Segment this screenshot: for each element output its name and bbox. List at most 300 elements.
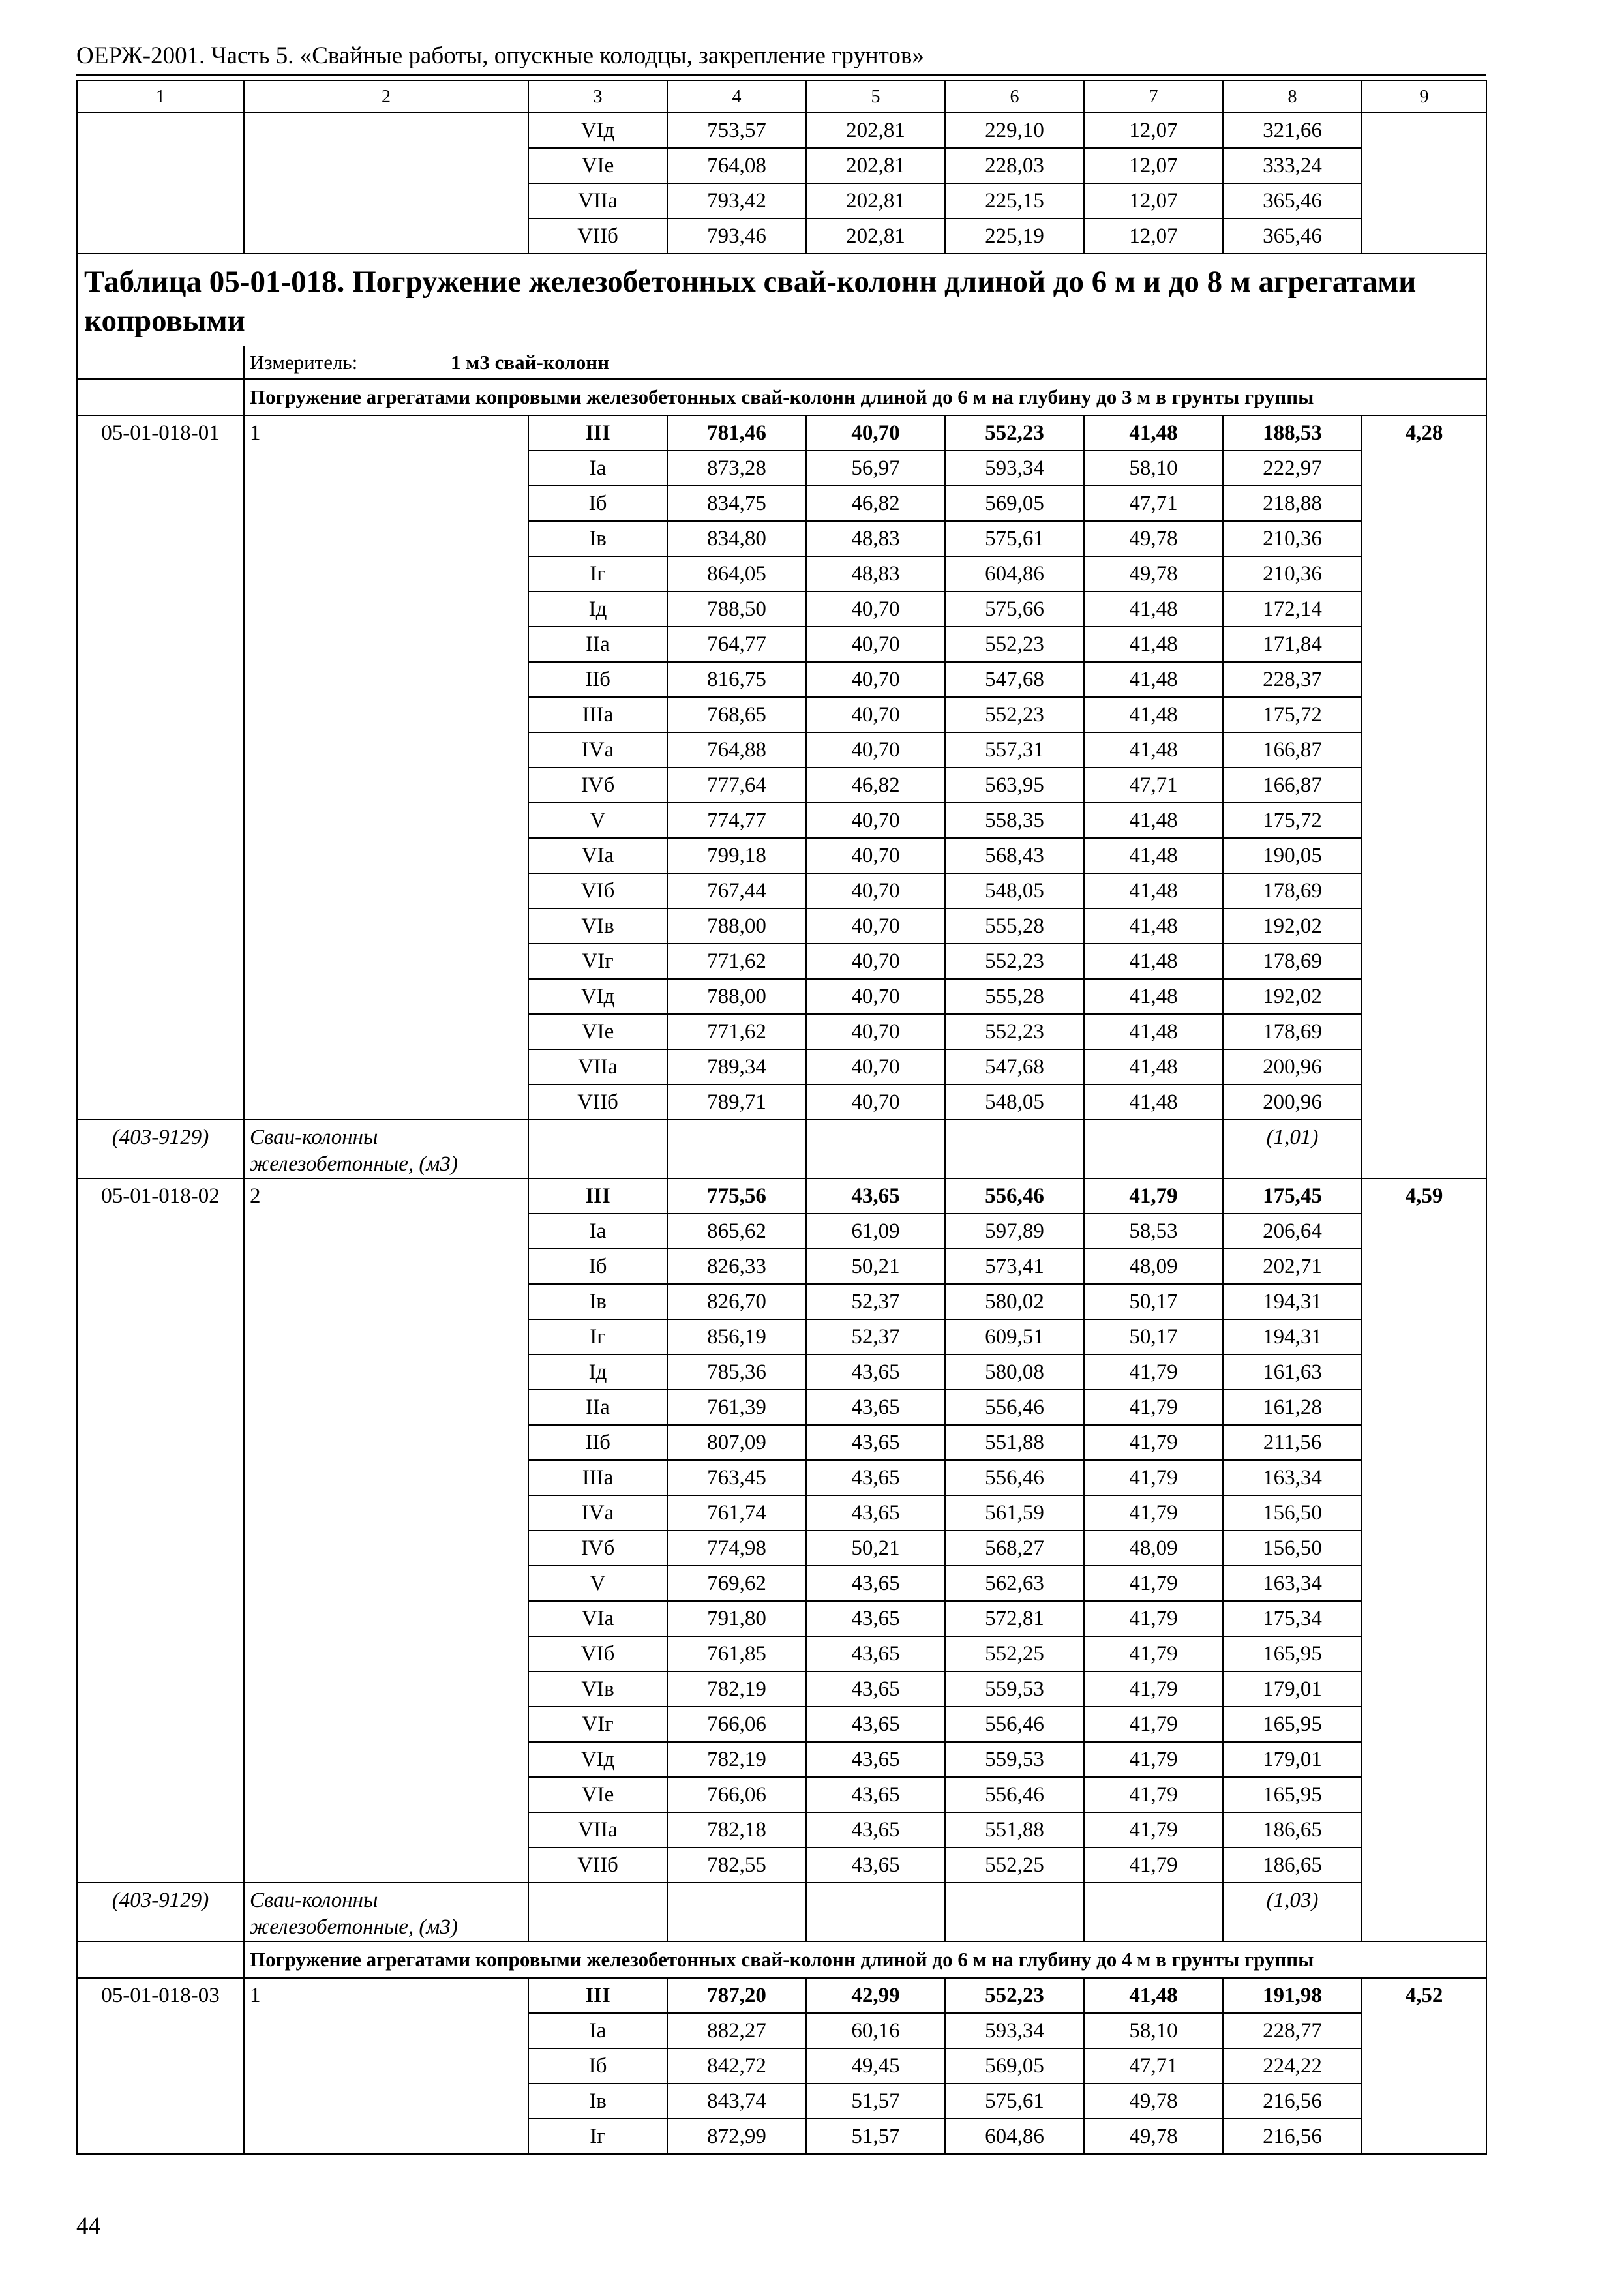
empty-cell xyxy=(667,1120,806,1178)
value-cell: 774,98 xyxy=(667,1531,806,1566)
zone-cell: VIе xyxy=(528,1014,667,1049)
rate-code: 05-01-018-03 xyxy=(77,1978,244,2154)
material-code: (403-9129) xyxy=(77,1120,244,1178)
value-cell: 561,59 xyxy=(945,1495,1084,1531)
value-cell: 161,28 xyxy=(1223,1390,1362,1425)
value-cell: 41,79 xyxy=(1084,1812,1223,1848)
soil-group: 1 xyxy=(244,1978,528,2154)
value-cell: 788,00 xyxy=(667,908,806,944)
value-cell: 12,07 xyxy=(1084,218,1223,254)
zone-cell: Iб xyxy=(528,2048,667,2084)
value-cell: 210,36 xyxy=(1223,521,1362,556)
value-cell: 49,45 xyxy=(806,2048,945,2084)
value-cell: 49,78 xyxy=(1084,2119,1223,2154)
value-cell: 563,95 xyxy=(945,768,1084,803)
value-cell: 41,48 xyxy=(1084,944,1223,979)
total-cost: 781,46 xyxy=(667,415,806,451)
machinists-cost: 41,79 xyxy=(1084,1178,1223,1214)
soil-group: 2 xyxy=(244,1178,528,1883)
zone-cell: V xyxy=(528,1566,667,1601)
value-cell: 178,69 xyxy=(1223,944,1362,979)
value-cell: 179,01 xyxy=(1223,1671,1362,1707)
value-cell: 163,34 xyxy=(1223,1566,1362,1601)
zone-cell: VIIа xyxy=(528,1049,667,1085)
value-cell: 43,65 xyxy=(806,1812,945,1848)
zone-cell: VIа xyxy=(528,1601,667,1636)
value-cell: 47,71 xyxy=(1084,2048,1223,2084)
zone-cell: VIв xyxy=(528,1671,667,1707)
value-cell: 552,25 xyxy=(945,1848,1084,1883)
value-cell: 764,08 xyxy=(667,148,806,183)
value-cell: 41,79 xyxy=(1084,1742,1223,1777)
value-cell: 864,05 xyxy=(667,556,806,591)
value-cell: 48,83 xyxy=(806,556,945,591)
value-cell: 557,31 xyxy=(945,732,1084,768)
value-cell: 365,46 xyxy=(1223,218,1362,254)
empty-name-cell xyxy=(244,113,528,254)
zone-cell: III xyxy=(528,415,667,451)
value-cell: 41,48 xyxy=(1084,1049,1223,1085)
measure-cell xyxy=(244,346,1486,379)
value-cell: 791,80 xyxy=(667,1601,806,1636)
zone-cell: Iа xyxy=(528,1214,667,1249)
zone-cell: VIб xyxy=(528,873,667,908)
material-name xyxy=(244,1883,528,1941)
value-cell: 882,27 xyxy=(667,2013,806,2048)
value-cell: 575,66 xyxy=(945,591,1084,627)
value-cell: 58,10 xyxy=(1084,2013,1223,2048)
value-cell: 225,15 xyxy=(945,183,1084,218)
total-cost: 775,56 xyxy=(667,1178,806,1214)
value-cell: 41,48 xyxy=(1084,627,1223,662)
table-title-row xyxy=(77,254,1486,346)
zone-cell: IIIа xyxy=(528,697,667,732)
value-cell: 41,79 xyxy=(1084,1848,1223,1883)
rates-table xyxy=(76,80,1487,2155)
value-cell: 178,69 xyxy=(1223,1014,1362,1049)
value-cell: 547,68 xyxy=(945,662,1084,697)
zone-cell: VIе xyxy=(528,148,667,183)
value-cell: 51,57 xyxy=(806,2084,945,2119)
header-rule xyxy=(76,74,1486,76)
value-cell: 568,27 xyxy=(945,1531,1084,1566)
value-cell: 12,07 xyxy=(1084,183,1223,218)
value-cell: 40,70 xyxy=(806,944,945,979)
value-cell: 799,18 xyxy=(667,838,806,873)
material-name-line2: железобетонные, (м3) xyxy=(250,1152,458,1176)
material-name-line1: Сваи-колонны xyxy=(250,1889,378,1912)
value-cell: 575,61 xyxy=(945,521,1084,556)
value-cell: 49,78 xyxy=(1084,521,1223,556)
value-cell: 46,82 xyxy=(806,768,945,803)
value-cell: 552,23 xyxy=(945,944,1084,979)
value-cell: 61,09 xyxy=(806,1214,945,1249)
value-cell: 41,79 xyxy=(1084,1425,1223,1460)
value-cell: 764,88 xyxy=(667,732,806,768)
column-number: 1 xyxy=(77,80,244,113)
value-cell: 206,64 xyxy=(1223,1214,1362,1249)
empty-cell xyxy=(1084,1120,1223,1178)
value-cell: 43,65 xyxy=(806,1742,945,1777)
section-spacer xyxy=(77,1941,244,1978)
value-cell: 789,71 xyxy=(667,1085,806,1120)
value-cell: 856,19 xyxy=(667,1319,806,1354)
value-cell: 166,87 xyxy=(1223,732,1362,768)
value-cell: 172,14 xyxy=(1223,591,1362,627)
page-number: 44 xyxy=(76,2213,100,2239)
value-cell: 43,65 xyxy=(806,1390,945,1425)
running-title: ОЕРЖ-2001. Часть 5. «Свайные работы, опускные колодцы, закрепление грунтов» xyxy=(76,42,924,69)
value-cell: 228,77 xyxy=(1223,2013,1362,2048)
value-cell: 202,81 xyxy=(806,113,945,148)
zone-cell: Iг xyxy=(528,1319,667,1354)
value-cell: 41,48 xyxy=(1084,732,1223,768)
value-cell: 41,48 xyxy=(1084,803,1223,838)
salary-cost: 43,65 xyxy=(806,1178,945,1214)
value-cell: 41,48 xyxy=(1084,591,1223,627)
value-cell: 58,53 xyxy=(1084,1214,1223,1249)
value-cell: 793,46 xyxy=(667,218,806,254)
zone-cell: VIа xyxy=(528,838,667,873)
value-cell: 834,80 xyxy=(667,521,806,556)
value-cell: 41,79 xyxy=(1084,1460,1223,1495)
value-cell: 321,66 xyxy=(1223,113,1362,148)
value-cell: 764,77 xyxy=(667,627,806,662)
value-cell: 179,01 xyxy=(1223,1742,1362,1777)
zone-cell: VIIб xyxy=(528,1848,667,1883)
value-cell: 163,34 xyxy=(1223,1460,1362,1495)
value-cell: 41,79 xyxy=(1084,1777,1223,1812)
value-cell: 49,78 xyxy=(1084,2084,1223,2119)
value-cell: 210,36 xyxy=(1223,556,1362,591)
value-cell: 216,56 xyxy=(1223,2084,1362,2119)
zone-cell: VIг xyxy=(528,944,667,979)
labor-cost: 4,52 xyxy=(1362,1978,1486,2154)
zone-cell: III xyxy=(528,1178,667,1214)
value-cell: 40,70 xyxy=(806,1085,945,1120)
zone-cell: Iг xyxy=(528,556,667,591)
value-cell: 43,65 xyxy=(806,1636,945,1671)
value-cell: 569,05 xyxy=(945,486,1084,521)
value-cell: 40,70 xyxy=(806,979,945,1014)
value-cell: 552,23 xyxy=(945,627,1084,662)
material-note-row xyxy=(77,1883,1486,1941)
value-cell: 597,89 xyxy=(945,1214,1084,1249)
rate-main-row xyxy=(77,1978,1486,2013)
empty-cell xyxy=(528,1883,667,1941)
value-cell: 552,23 xyxy=(945,1014,1084,1049)
value-cell: 816,75 xyxy=(667,662,806,697)
value-cell: 826,33 xyxy=(667,1249,806,1284)
column-number-row xyxy=(77,80,1486,113)
value-cell: 580,08 xyxy=(945,1354,1084,1390)
value-cell: 156,50 xyxy=(1223,1531,1362,1566)
zone-cell: VIд xyxy=(528,1742,667,1777)
zone-cell: VIд xyxy=(528,979,667,1014)
value-cell: 789,34 xyxy=(667,1049,806,1085)
zone-cell: IIб xyxy=(528,1425,667,1460)
value-cell: 175,34 xyxy=(1223,1601,1362,1636)
rate-main-row xyxy=(77,415,1486,451)
rate-code: 05-01-018-02 xyxy=(77,1178,244,1883)
value-cell: 771,62 xyxy=(667,1014,806,1049)
value-cell: 793,42 xyxy=(667,183,806,218)
value-cell: 559,53 xyxy=(945,1671,1084,1707)
zone-cell: VIб xyxy=(528,1636,667,1671)
column-number: 9 xyxy=(1362,80,1486,113)
value-cell: 865,62 xyxy=(667,1214,806,1249)
value-cell: 580,02 xyxy=(945,1284,1084,1319)
rate-code: 05-01-018-01 xyxy=(77,415,244,1120)
value-cell: 807,09 xyxy=(667,1425,806,1460)
value-cell: 225,19 xyxy=(945,218,1084,254)
value-cell: 774,77 xyxy=(667,803,806,838)
value-cell: 218,88 xyxy=(1223,486,1362,521)
zone-cell: VIIа xyxy=(528,1812,667,1848)
value-cell: 41,48 xyxy=(1084,908,1223,944)
value-cell: 165,95 xyxy=(1223,1777,1362,1812)
value-cell: 782,55 xyxy=(667,1848,806,1883)
value-cell: 788,50 xyxy=(667,591,806,627)
zone-cell: Iд xyxy=(528,1354,667,1390)
zone-cell: VIIб xyxy=(528,218,667,254)
value-cell: 753,57 xyxy=(667,113,806,148)
empty-cell xyxy=(806,1120,945,1178)
value-cell: 211,56 xyxy=(1223,1425,1362,1460)
value-cell: 40,70 xyxy=(806,1049,945,1085)
measure-row xyxy=(77,346,1486,379)
value-cell: 573,41 xyxy=(945,1249,1084,1284)
value-cell: 41,48 xyxy=(1084,697,1223,732)
value-cell: 194,31 xyxy=(1223,1284,1362,1319)
measure-label: Измеритель: xyxy=(250,350,358,374)
value-cell: 200,96 xyxy=(1223,1049,1362,1085)
zone-cell: VIв xyxy=(528,908,667,944)
column-number: 8 xyxy=(1223,80,1362,113)
value-cell: 41,79 xyxy=(1084,1495,1223,1531)
value-cell: 222,97 xyxy=(1223,451,1362,486)
value-cell: 40,70 xyxy=(806,873,945,908)
value-cell: 41,48 xyxy=(1084,838,1223,873)
value-cell: 604,86 xyxy=(945,556,1084,591)
empty-cell xyxy=(806,1883,945,1941)
value-cell: 58,10 xyxy=(1084,451,1223,486)
value-cell: 43,65 xyxy=(806,1777,945,1812)
value-cell: 842,72 xyxy=(667,2048,806,2084)
value-cell: 41,79 xyxy=(1084,1707,1223,1742)
material-note-row xyxy=(77,1120,1486,1178)
zone-cell: Iа xyxy=(528,451,667,486)
total-cost: 787,20 xyxy=(667,1978,806,2013)
value-cell: 551,88 xyxy=(945,1812,1084,1848)
value-cell: 190,05 xyxy=(1223,838,1362,873)
value-cell: 41,79 xyxy=(1084,1601,1223,1636)
empty-cell xyxy=(945,1120,1084,1178)
value-cell: 575,61 xyxy=(945,2084,1084,2119)
value-cell: 40,70 xyxy=(806,591,945,627)
zone-cell: IIб xyxy=(528,662,667,697)
value-cell: 41,79 xyxy=(1084,1566,1223,1601)
value-cell: 761,85 xyxy=(667,1636,806,1671)
value-cell: 593,34 xyxy=(945,451,1084,486)
zone-cell: IVа xyxy=(528,1495,667,1531)
value-cell: 763,45 xyxy=(667,1460,806,1495)
section-heading-row xyxy=(77,379,1486,415)
value-cell: 552,25 xyxy=(945,1636,1084,1671)
value-cell: 60,16 xyxy=(806,2013,945,2048)
value-cell: 766,06 xyxy=(667,1707,806,1742)
value-cell: 552,23 xyxy=(945,697,1084,732)
salary-cost: 42,99 xyxy=(806,1978,945,2013)
zone-cell: IVа xyxy=(528,732,667,768)
value-cell: 43,65 xyxy=(806,1460,945,1495)
value-cell: 555,28 xyxy=(945,908,1084,944)
column-number: 3 xyxy=(528,80,667,113)
value-cell: 161,63 xyxy=(1223,1354,1362,1390)
value-cell: 556,46 xyxy=(945,1777,1084,1812)
value-cell: 41,79 xyxy=(1084,1671,1223,1707)
value-cell: 562,63 xyxy=(945,1566,1084,1601)
empty-cell xyxy=(1084,1883,1223,1941)
value-cell: 229,10 xyxy=(945,113,1084,148)
value-cell: 41,48 xyxy=(1084,662,1223,697)
value-cell: 50,17 xyxy=(1084,1284,1223,1319)
value-cell: 194,31 xyxy=(1223,1319,1362,1354)
labor-cost: 4,59 xyxy=(1362,1178,1486,1941)
zone-cell: Iв xyxy=(528,521,667,556)
zone-cell: Iб xyxy=(528,1249,667,1284)
column-number: 6 xyxy=(945,80,1084,113)
value-cell: 186,65 xyxy=(1223,1848,1362,1883)
zone-cell: Iа xyxy=(528,2013,667,2048)
material-qty: (1,03) xyxy=(1223,1883,1362,1941)
value-cell: 171,84 xyxy=(1223,627,1362,662)
value-cell: 782,18 xyxy=(667,1812,806,1848)
value-cell: 43,65 xyxy=(806,1495,945,1531)
labor-cost: 4,28 xyxy=(1362,415,1486,1178)
value-cell: 843,74 xyxy=(667,2084,806,2119)
value-cell: 48,09 xyxy=(1084,1531,1223,1566)
zone-cell: Iв xyxy=(528,1284,667,1319)
value-cell: 834,75 xyxy=(667,486,806,521)
zone-cell: Iв xyxy=(528,2084,667,2119)
material-code: (403-9129) xyxy=(77,1883,244,1941)
zone-cell: IIIа xyxy=(528,1460,667,1495)
zone-cell: Iг xyxy=(528,2119,667,2154)
value-cell: 872,99 xyxy=(667,2119,806,2154)
machinists-cost: 41,48 xyxy=(1084,1978,1223,2013)
zone-cell: VIг xyxy=(528,1707,667,1742)
salary-cost: 40,70 xyxy=(806,415,945,451)
material-name-line1: Сваи-колонны xyxy=(250,1126,378,1149)
value-cell: 826,70 xyxy=(667,1284,806,1319)
value-cell: 165,95 xyxy=(1223,1636,1362,1671)
materials-cost: 188,53 xyxy=(1223,415,1362,451)
value-cell: 51,57 xyxy=(806,2119,945,2154)
value-cell: 41,48 xyxy=(1084,873,1223,908)
value-cell: 766,06 xyxy=(667,1777,806,1812)
value-cell: 555,28 xyxy=(945,979,1084,1014)
value-cell: 777,64 xyxy=(667,768,806,803)
value-cell: 47,71 xyxy=(1084,486,1223,521)
machinists-cost: 41,48 xyxy=(1084,415,1223,451)
value-cell: 50,21 xyxy=(806,1531,945,1566)
measure-spacer xyxy=(77,346,244,379)
value-cell: 40,70 xyxy=(806,697,945,732)
value-cell: 41,48 xyxy=(1084,1014,1223,1049)
value-cell: 788,00 xyxy=(667,979,806,1014)
zone-cell: IVб xyxy=(528,768,667,803)
value-cell: 41,79 xyxy=(1084,1636,1223,1671)
value-cell: 192,02 xyxy=(1223,979,1362,1014)
section-heading-row xyxy=(77,1941,1486,1978)
value-cell: 48,83 xyxy=(806,521,945,556)
value-cell: 548,05 xyxy=(945,1085,1084,1120)
value-cell: 769,62 xyxy=(667,1566,806,1601)
zone-cell: III xyxy=(528,1978,667,2013)
value-cell: 49,78 xyxy=(1084,556,1223,591)
value-cell: 556,46 xyxy=(945,1707,1084,1742)
value-cell: 568,43 xyxy=(945,838,1084,873)
empty-cell xyxy=(667,1883,806,1941)
value-cell: 556,46 xyxy=(945,1390,1084,1425)
value-cell: 40,70 xyxy=(806,1014,945,1049)
zone-cell: V xyxy=(528,803,667,838)
value-cell: 767,44 xyxy=(667,873,806,908)
value-cell: 43,65 xyxy=(806,1848,945,1883)
value-cell: 186,65 xyxy=(1223,1812,1362,1848)
value-cell: 52,37 xyxy=(806,1319,945,1354)
value-cell: 50,17 xyxy=(1084,1319,1223,1354)
rate-main-row xyxy=(77,1178,1486,1214)
value-cell: 228,37 xyxy=(1223,662,1362,697)
value-cell: 166,87 xyxy=(1223,768,1362,803)
value-cell: 12,07 xyxy=(1084,113,1223,148)
zone-cell: VIе xyxy=(528,1777,667,1812)
empty-cell xyxy=(945,1883,1084,1941)
value-cell: 40,70 xyxy=(806,908,945,944)
table-title: Таблица 05-01-018. Погружение железобетонных свай-колонн длиной до 6 м и до 8 м агрегатами копровыми xyxy=(77,254,1486,346)
value-cell: 165,95 xyxy=(1223,1707,1362,1742)
value-cell: 548,05 xyxy=(945,873,1084,908)
value-cell: 782,19 xyxy=(667,1742,806,1777)
zone-cell: IIа xyxy=(528,627,667,662)
value-cell: 202,81 xyxy=(806,183,945,218)
materials-cost: 175,45 xyxy=(1223,1178,1362,1214)
value-cell: 40,70 xyxy=(806,662,945,697)
value-cell: 40,70 xyxy=(806,803,945,838)
zone-cell: IVб xyxy=(528,1531,667,1566)
value-cell: 178,69 xyxy=(1223,873,1362,908)
value-cell: 47,71 xyxy=(1084,768,1223,803)
zone-cell: Iд xyxy=(528,591,667,627)
value-cell: 216,56 xyxy=(1223,2119,1362,2154)
value-cell: 556,46 xyxy=(945,1460,1084,1495)
value-cell: 46,82 xyxy=(806,486,945,521)
empty-code-cell xyxy=(77,113,244,254)
machines-cost: 552,23 xyxy=(945,415,1084,451)
value-cell: 175,72 xyxy=(1223,803,1362,838)
measure-value: 1 м3 свай-колонн xyxy=(451,350,609,374)
column-number: 5 xyxy=(806,80,945,113)
value-cell: 202,71 xyxy=(1223,1249,1362,1284)
zone-cell: VIIа xyxy=(528,183,667,218)
value-cell: 768,65 xyxy=(667,697,806,732)
value-cell: 228,03 xyxy=(945,148,1084,183)
column-number: 4 xyxy=(667,80,806,113)
value-cell: 52,37 xyxy=(806,1284,945,1319)
value-cell: 547,68 xyxy=(945,1049,1084,1085)
